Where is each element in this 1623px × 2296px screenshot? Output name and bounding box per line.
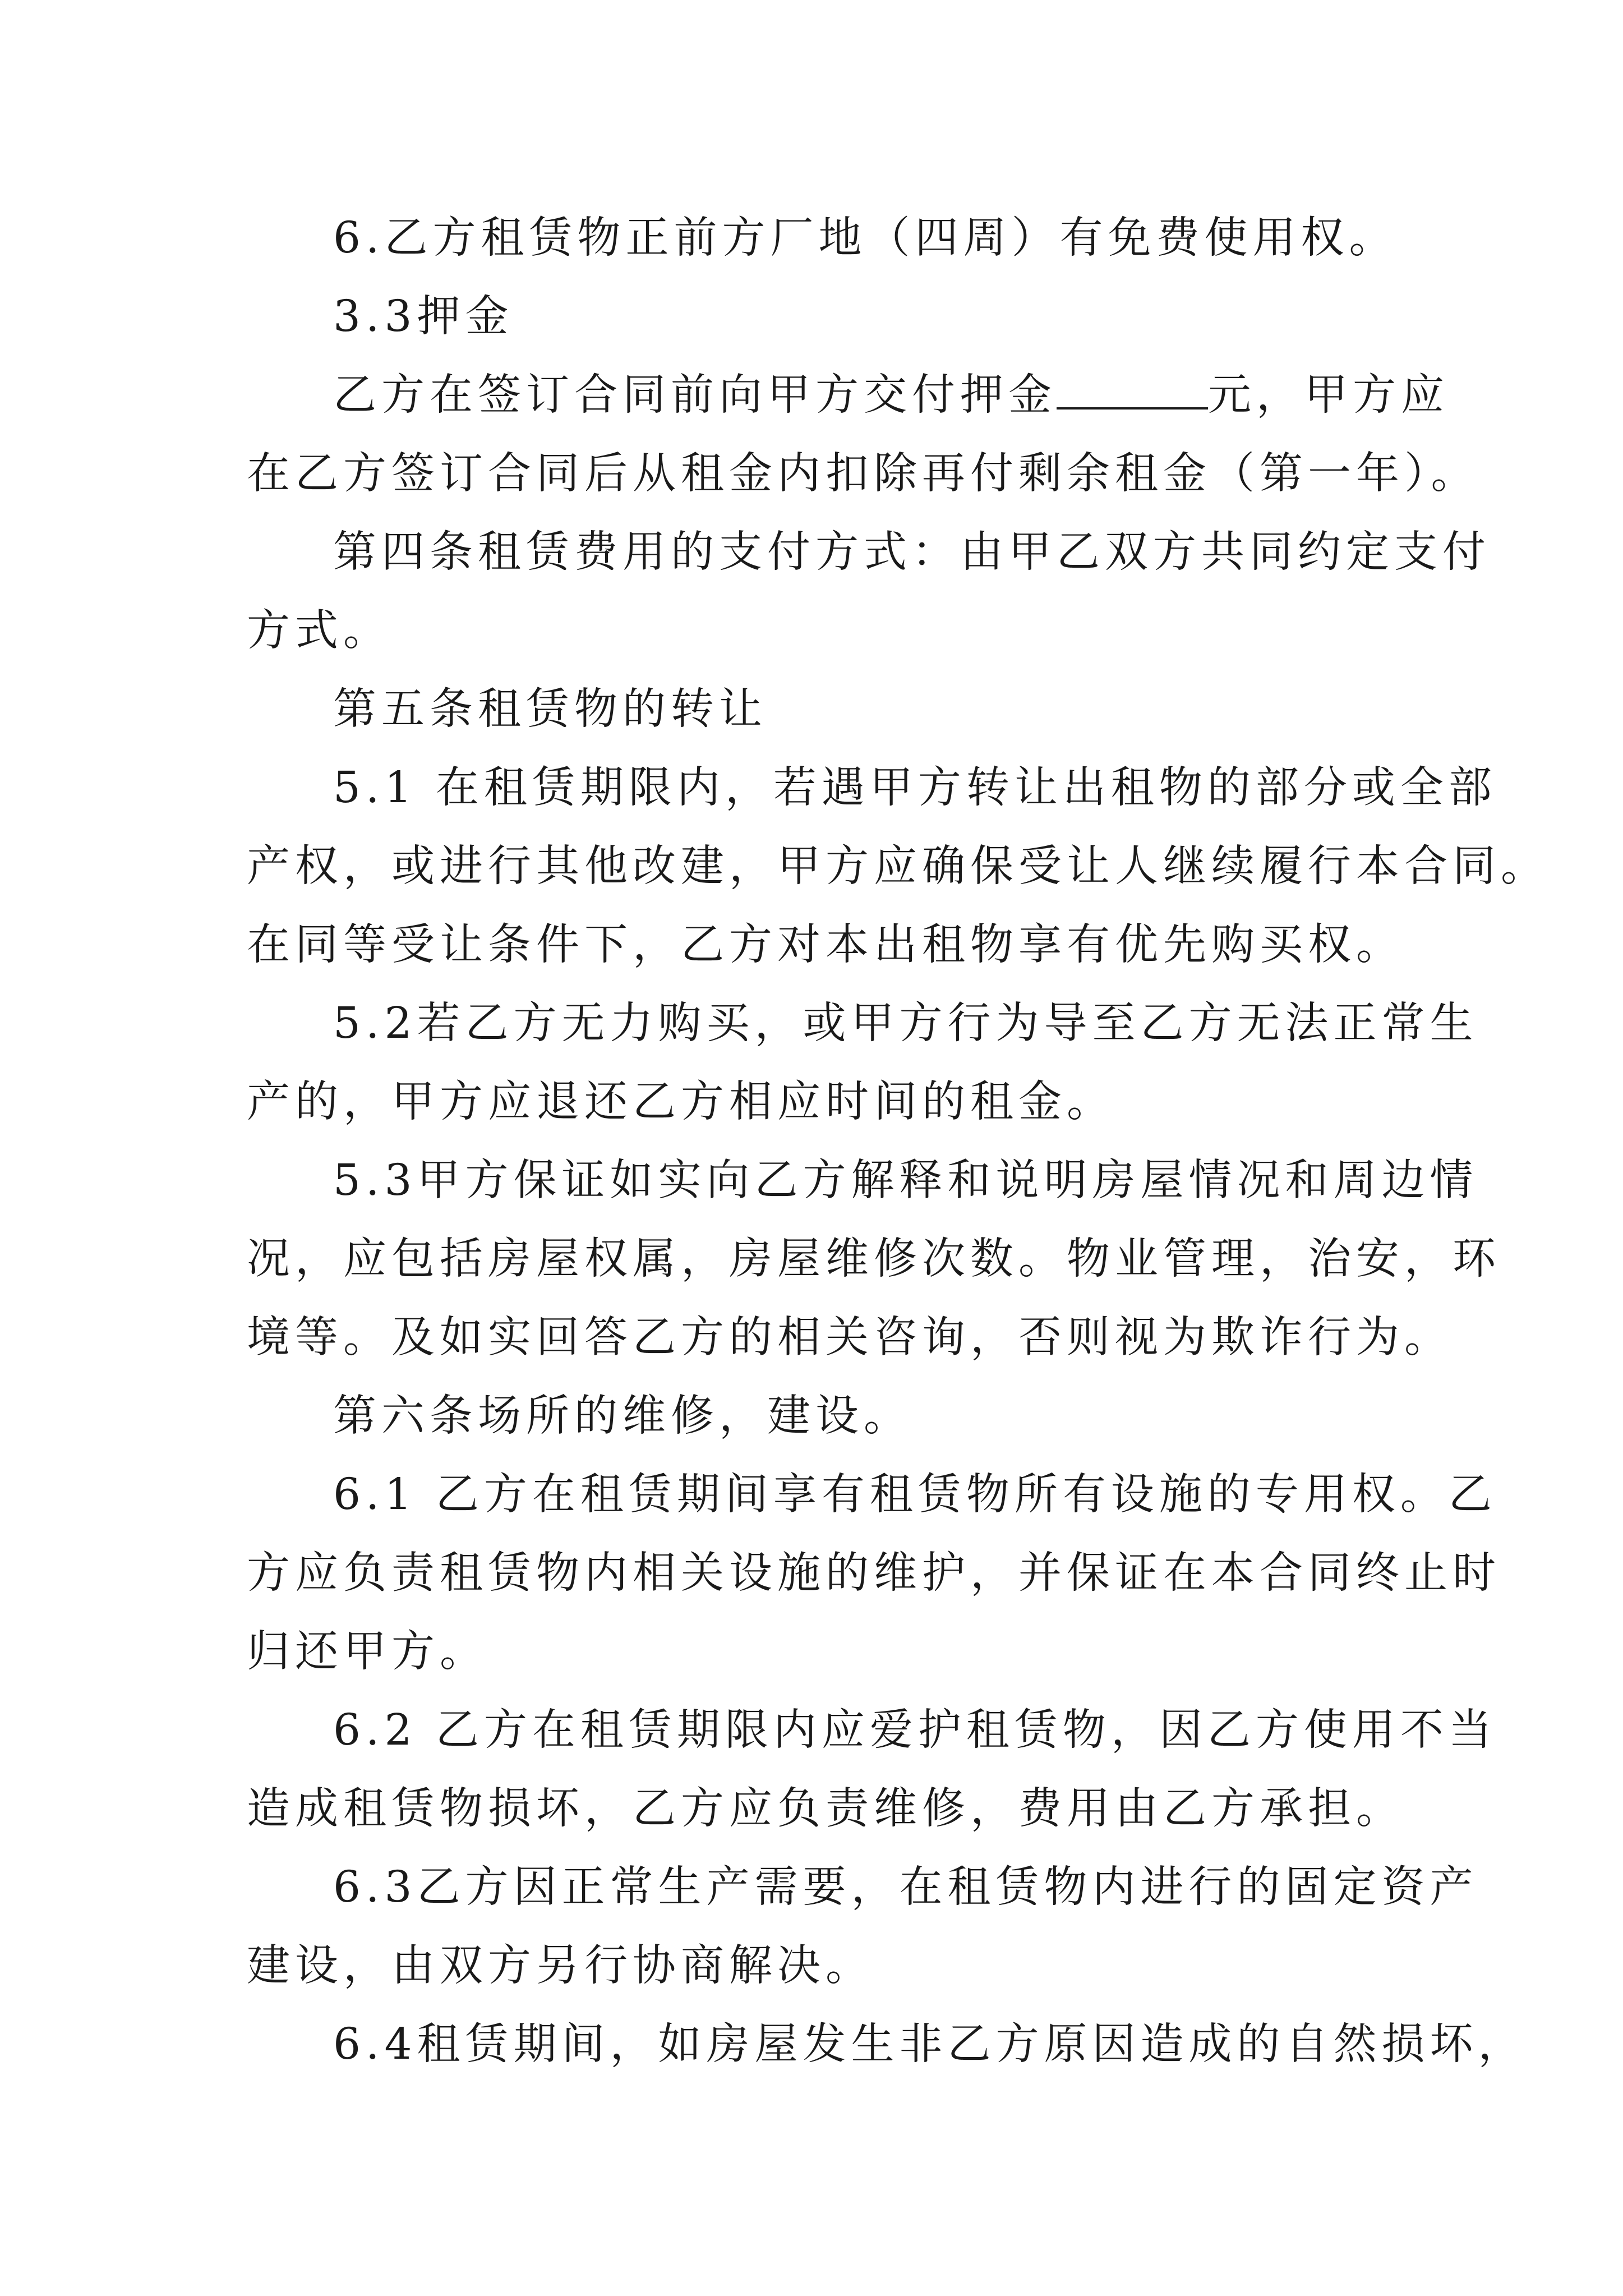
section-heading: 3.3押金 — [333, 292, 514, 342]
paragraph-line: 建设，由双方另行协商解决。 — [247, 1941, 874, 1991]
paragraph-line: 6.1 乙方在租赁期间享有租赁物所有设施的专用权。乙 — [333, 1470, 1497, 1520]
paragraph-line: 况，应包括房屋权属，房屋维修次数。物业管理，治安，环 — [247, 1234, 1501, 1284]
article-heading: 第六条场所的维修，建设。 — [333, 1391, 912, 1441]
document-body — [247, 199, 1549, 2084]
paragraph-line: 造成租赁物损坏，乙方应负责维修，费用由乙方承担。 — [247, 1784, 1404, 1834]
deposit-text-continued: 元，甲方应 — [1208, 370, 1449, 420]
paragraph-line: 在乙方签订合同后从租金内扣除再付剩余租金（第一年）。 — [247, 449, 1479, 499]
paragraph-line: 5.2若乙方无力购买，或甲方行为导至乙方无法正常生 — [333, 999, 1478, 1048]
paragraph-line: 在同等受让条件下，乙方对本出租物享有优先购买权。 — [247, 920, 1404, 970]
deposit-amount-blank — [1057, 370, 1208, 409]
paragraph-line: 5.3甲方保证如实向乙方解释和说明房屋情况和周边情 — [333, 1156, 1478, 1205]
paragraph-line: 产的，甲方应退还乙方相应时间的租金。 — [247, 1077, 1115, 1127]
paragraph-line: 6.2 乙方在租赁期限内应爱护租赁物，因乙方使用不当 — [333, 1705, 1497, 1755]
paragraph-line: 境等。及如实回答乙方的相关咨询，否则视为欺诈行为。 — [247, 1313, 1453, 1363]
paragraph-line: 6.3乙方因正常生产需要，在租赁物内进行的固定资产 — [333, 1862, 1478, 1912]
paragraph-line: 6.乙方租赁物正前方厂地（四周）有免费使用权。 — [333, 213, 1398, 263]
paragraph-line: 5.1 在租赁期限内，若遇甲方转让出租物的部分或全部 — [333, 763, 1497, 813]
deposit-text: 乙方在签订合同前向甲方交付押金 — [333, 370, 1057, 420]
paragraph-line: 方式。 — [247, 606, 391, 656]
article-heading: 第五条租赁物的转让 — [333, 684, 767, 734]
paragraph-line: 归还甲方。 — [247, 1627, 488, 1677]
paragraph-line: 方应负责租赁物内相关设施的维护，并保证在本合同终止时 — [247, 1548, 1501, 1598]
article-heading: 第四条租赁费用的支付方式：由甲乙双方共同约定支付 — [333, 527, 1491, 577]
paragraph-line — [247, 356, 1449, 435]
paragraph-line: 6.4租赁期间，如房屋发生非乙方原因造成的自然损坏， — [333, 2019, 1527, 2069]
paragraph-line: 产权，或进行其他改建，甲方应确保受让人继续履行本合同。 — [247, 841, 1549, 891]
